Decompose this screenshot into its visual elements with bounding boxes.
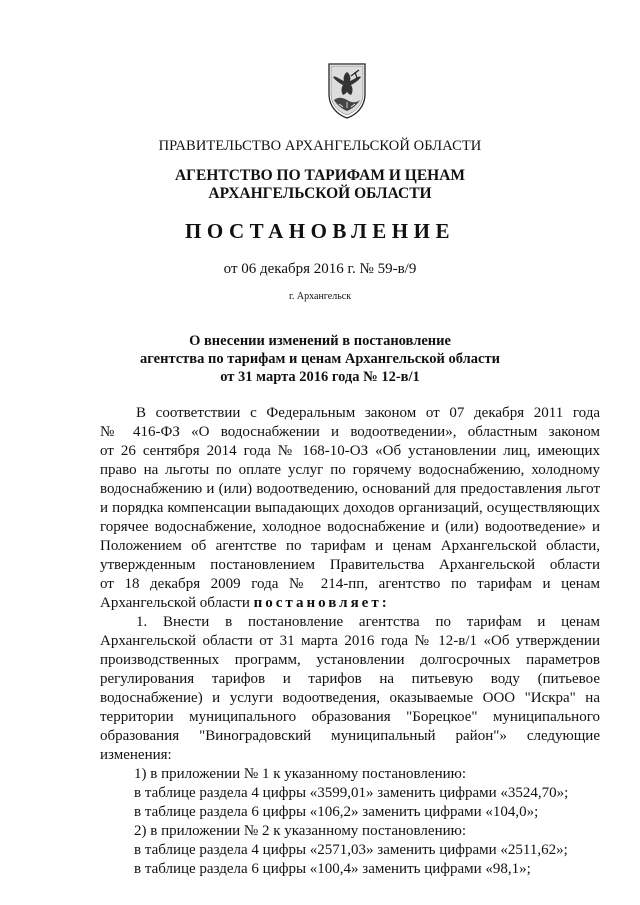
- body-line: от 26 сентября 2014 года № 168-10-ОЗ «Об установлении лиц, имеющих: [100, 443, 600, 459]
- body-line: территории муниципального образования "Борецкое" муниципального: [100, 709, 600, 725]
- resolves-word: постановляет:: [253, 595, 390, 611]
- amendment-item: 1) в приложении № 1 к указанному постановлению:: [134, 766, 466, 782]
- document-city: г. Архангельск: [288, 291, 352, 302]
- amendment-item: в таблице раздела 6 цифры «100,4» заменить цифрами «98,1»;: [134, 861, 531, 877]
- body-line: утвержденным постановлением Правительства Архангельской области: [100, 557, 600, 573]
- amendment-item: 2) в приложении № 2 к указанному постановлению:: [134, 823, 466, 839]
- coat-of-arms-emblem: [321, 62, 373, 120]
- body-line: В соответствии с Федеральным законом от 07 декабря 2011 года: [136, 405, 600, 421]
- body-line: 1. Внести в постановление агентства по тарифам и ценам: [136, 614, 600, 630]
- document-date-number: от 06 декабря 2016 г. № 59-в/9: [223, 261, 417, 277]
- body-line: право на льготы по оплате услуг по горячему водоснабжению, холодному: [100, 462, 600, 478]
- subject-line2: агентства по тарифам и ценам Архангельской области: [140, 351, 500, 367]
- body-line: водоснабжению и (или) водоотведению, оснований для предоставления льгот: [100, 481, 600, 497]
- amendment-item: в таблице раздела 4 цифры «2571,03» заменить цифрами «2511,62»;: [134, 842, 568, 858]
- body-line: № 416-ФЗ «О водоснабжении и водоотведении», областным законом: [100, 424, 600, 440]
- body-line: [100, 594, 600, 613]
- body-line: производственных программ, установлении долгосрочных параметров: [100, 652, 600, 668]
- amendment-item: в таблице раздела 6 цифры «106,2» заменить цифрами «104,0»;: [134, 804, 539, 820]
- government-title: ПРАВИТЕЛЬСТВО АРХАНГЕЛЬСКОЙ ОБЛАСТИ: [158, 138, 482, 154]
- document-type-heading: ПОСТАНОВЛЕНИЕ: [185, 219, 455, 243]
- body-line: от 18 декабря 2009 года № 214-пп, агентство по тарифам и ценам: [100, 576, 600, 592]
- body-line: Положением об агентстве по тарифам и ценам Архангельской области,: [100, 538, 600, 554]
- body-line: и порядка компенсации выпадающих доходов организаций, осуществляющих: [100, 500, 600, 516]
- subject-line3: от 31 марта 2016 года № 12-в/1: [220, 369, 420, 385]
- body-line: водоснабжение) и услуги водоотведения, оказываемые ООО "Искра" на: [100, 690, 600, 706]
- body-line: горячее водоснабжение, холодное водоснабжение и (или) водоотведение» и: [100, 519, 600, 535]
- subject-line1: О внесении изменений в постановление: [189, 333, 451, 349]
- body-line: образования "Виноградовский муниципальный район"» следующие: [100, 728, 600, 744]
- amendment-item: в таблице раздела 4 цифры «3599,01» заменить цифрами «3524,70»;: [134, 785, 569, 801]
- body-line: Архангельской области от 31 марта 2016 года № 12-в/1 «Об утверждении: [100, 633, 600, 649]
- preamble-last-line: Архангельской области: [100, 595, 250, 611]
- agency-title-line2: АРХАНГЕЛЬСКОЙ ОБЛАСТИ: [208, 185, 432, 202]
- agency-title-line1: АГЕНТСТВО ПО ТАРИФАМ И ЦЕНАМ: [174, 167, 466, 184]
- body-line: регулирования тарифов и тарифов на питьевую воду (питьевое: [100, 671, 600, 687]
- body-line: изменения:: [100, 747, 172, 763]
